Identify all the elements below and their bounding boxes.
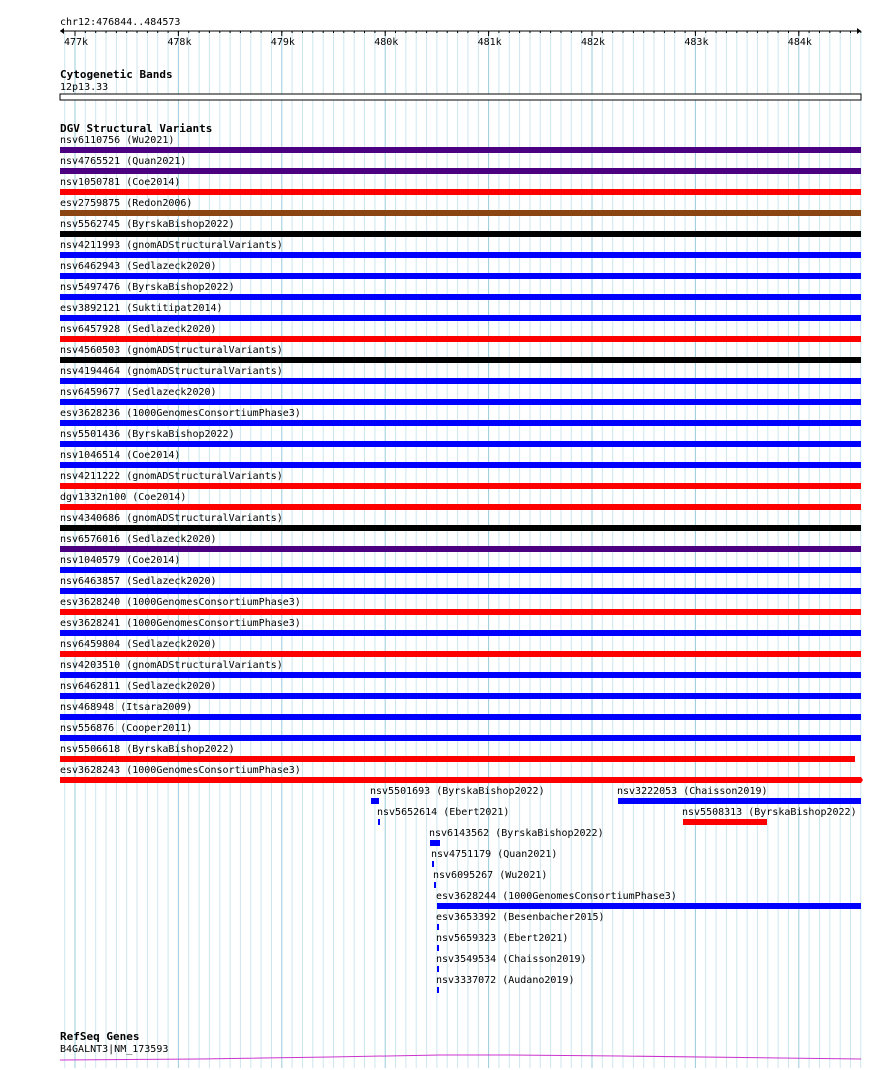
variant-bar[interactable] [60, 525, 861, 531]
variant-bar[interactable] [60, 504, 861, 510]
variant-label: nsv4211222 (gnomADStructuralVariants) [60, 471, 283, 482]
variant-bar[interactable] [60, 294, 861, 300]
variant-continuation-arrow-icon [861, 777, 863, 783]
variant-label: nsv4203510 (gnomADStructuralVariants) [60, 660, 283, 671]
variant-bar[interactable] [683, 819, 767, 825]
variant-bar[interactable] [437, 924, 439, 930]
variant-label: nsv5501436 (ByrskaBishop2022) [60, 429, 235, 440]
variant-bar[interactable] [60, 357, 861, 363]
variant-label: nsv6463857 (Sedlazeck2020) [60, 576, 217, 587]
ruler-ticks [64, 31, 861, 48]
variant-bar[interactable] [60, 546, 861, 552]
cytoband-bar[interactable] [60, 94, 861, 100]
variant-bar[interactable] [60, 483, 861, 489]
refseq-gene-model[interactable] [60, 1055, 861, 1060]
variant-bar[interactable] [60, 273, 861, 279]
ruler-left-arrow-icon [60, 28, 64, 34]
variant-label: nsv6110756 (Wu2021) [60, 135, 175, 146]
ruler-tick-label: 484k [787, 37, 812, 48]
variant-label: esv3628244 (1000GenomesConsortiumPhase3) [436, 891, 677, 902]
variant-label: nsv5497476 (ByrskaBishop2022) [60, 282, 235, 293]
variant-label: nsv1046514 (Coe2014) [60, 450, 181, 461]
variant-bar[interactable] [60, 693, 861, 699]
variant-label: nsv1050781 (Coe2014) [60, 177, 181, 188]
variant-label: esv3628241 (1000GenomesConsortiumPhase3) [60, 618, 301, 629]
variant-bar[interactable] [371, 798, 379, 804]
variant-bar[interactable] [618, 798, 861, 804]
cytoband-track [60, 68, 861, 100]
variant-label: esv3628240 (1000GenomesConsortiumPhase3) [60, 597, 301, 608]
variant-bar[interactable] [60, 189, 861, 195]
variant-bar[interactable] [60, 588, 861, 594]
variant-bar[interactable] [60, 231, 861, 237]
variant-bar[interactable] [60, 714, 861, 720]
variant-bar[interactable] [60, 630, 861, 636]
variant-bar[interactable] [378, 819, 380, 825]
variant-bar[interactable] [437, 966, 439, 972]
variant-bar[interactable] [60, 777, 861, 783]
refseq-gene-label: B4GALNT3|NM_173593 [60, 1044, 169, 1055]
variant-label: nsv6457928 (Sedlazeck2020) [60, 324, 217, 335]
variant-label: nsv5501693 (ByrskaBishop2022) [370, 786, 545, 797]
variant-label: nsv3222053 (Chaisson2019) [617, 786, 768, 797]
variant-bar[interactable] [60, 147, 861, 153]
variant-label: nsv556876 (Cooper2011) [60, 723, 193, 734]
variant-label: nsv5659323 (Ebert2021) [436, 933, 569, 944]
variant-label: nsv468948 (Itsara2009) [60, 702, 193, 713]
cytoband-track-title: Cytogenetic Bands [60, 68, 173, 81]
dgv-track [60, 122, 863, 993]
variant-bar[interactable] [60, 420, 861, 426]
variant-label: nsv5652614 (Ebert2021) [377, 807, 510, 818]
variant-label: nsv1040579 (Coe2014) [60, 555, 181, 566]
variant-label: esv3653392 (Besenbacher2015) [436, 912, 605, 923]
ruler-tick-label: 481k [477, 37, 502, 48]
variant-bar[interactable] [60, 378, 861, 384]
variant-label: nsv6459804 (Sedlazeck2020) [60, 639, 217, 650]
variant-bar[interactable] [437, 945, 439, 951]
variant-bar[interactable] [60, 399, 861, 405]
variant-label: esv3628236 (1000GenomesConsortiumPhase3) [60, 408, 301, 419]
refseq-track [60, 1030, 861, 1060]
variant-bar[interactable] [437, 903, 861, 909]
variant-label: nsv4211993 (gnomADStructuralVariants) [60, 240, 283, 251]
variant-label: nsv6462811 (Sedlazeck2020) [60, 681, 217, 692]
ruler-tick-label: 477k [64, 37, 89, 48]
ruler-tick-label: 478k [167, 37, 192, 48]
variant-label: esv2759875 (Redon2006) [60, 198, 193, 209]
variant-bar[interactable] [60, 651, 861, 657]
ruler-tick-label: 479k [270, 37, 295, 48]
ruler-tick-label: 482k [581, 37, 606, 48]
position-ruler [60, 17, 861, 48]
variant-bar[interactable] [60, 168, 861, 174]
variant-bar[interactable] [60, 609, 861, 615]
locus-label: chr12:476844..484573 [60, 17, 181, 28]
variant-label: esv3628243 (1000GenomesConsortiumPhase3) [60, 765, 301, 776]
variant-label: nsv4340686 (gnomADStructuralVariants) [60, 513, 283, 524]
variant-label: nsv5562745 (ByrskaBishop2022) [60, 219, 235, 230]
variant-label: nsv6576016 (Sedlazeck2020) [60, 534, 217, 545]
variant-bar[interactable] [60, 315, 861, 321]
variant-bar[interactable] [434, 882, 436, 888]
variant-bar[interactable] [60, 756, 855, 762]
variant-label: nsv5506618 (ByrskaBishop2022) [60, 744, 235, 755]
variant-bar[interactable] [430, 840, 440, 846]
variant-bar[interactable] [60, 252, 861, 258]
variant-bar[interactable] [437, 987, 439, 993]
variant-label: nsv4560503 (gnomADStructuralVariants) [60, 345, 283, 356]
variant-bar[interactable] [60, 462, 861, 468]
variant-bar[interactable] [60, 735, 861, 741]
variant-label: nsv3549534 (Chaisson2019) [436, 954, 587, 965]
variant-bar[interactable] [60, 567, 861, 573]
variant-label: nsv4765521 (Quan2021) [60, 156, 187, 167]
ruler-tick-label: 480k [374, 37, 399, 48]
variant-label: nsv3337072 (Audano2019) [436, 975, 575, 986]
variant-bar[interactable] [60, 336, 861, 342]
refseq-track-title: RefSeq Genes [60, 1030, 140, 1043]
variant-label: nsv4194464 (gnomADStructuralVariants) [60, 366, 283, 377]
ruler-tick-label: 483k [684, 37, 709, 48]
variant-bar[interactable] [60, 441, 861, 447]
cytoband-label: 12p13.33 [60, 82, 109, 93]
variant-label: dgv1332n100 (Coe2014) [60, 492, 187, 503]
variant-label: nsv6459677 (Sedlazeck2020) [60, 387, 217, 398]
variant-label: nsv6143562 (ByrskaBishop2022) [429, 828, 604, 839]
variant-bar[interactable] [60, 672, 861, 678]
variant-label: nsv4751179 (Quan2021) [431, 849, 558, 860]
variant-bar[interactable] [60, 210, 861, 216]
variant-bar[interactable] [432, 861, 434, 867]
dgv-partial-variants [370, 786, 861, 993]
variant-label: esv3892121 (Suktitipat2014) [60, 303, 223, 314]
dgv-full-variants [60, 135, 863, 783]
variant-label: nsv5508313 (ByrskaBishop2022) [682, 807, 857, 818]
variant-label: nsv6095267 (Wu2021) [433, 870, 548, 881]
dgv-track-title: DGV Structural Variants [60, 122, 213, 135]
variant-label: nsv6462943 (Sedlazeck2020) [60, 261, 217, 272]
